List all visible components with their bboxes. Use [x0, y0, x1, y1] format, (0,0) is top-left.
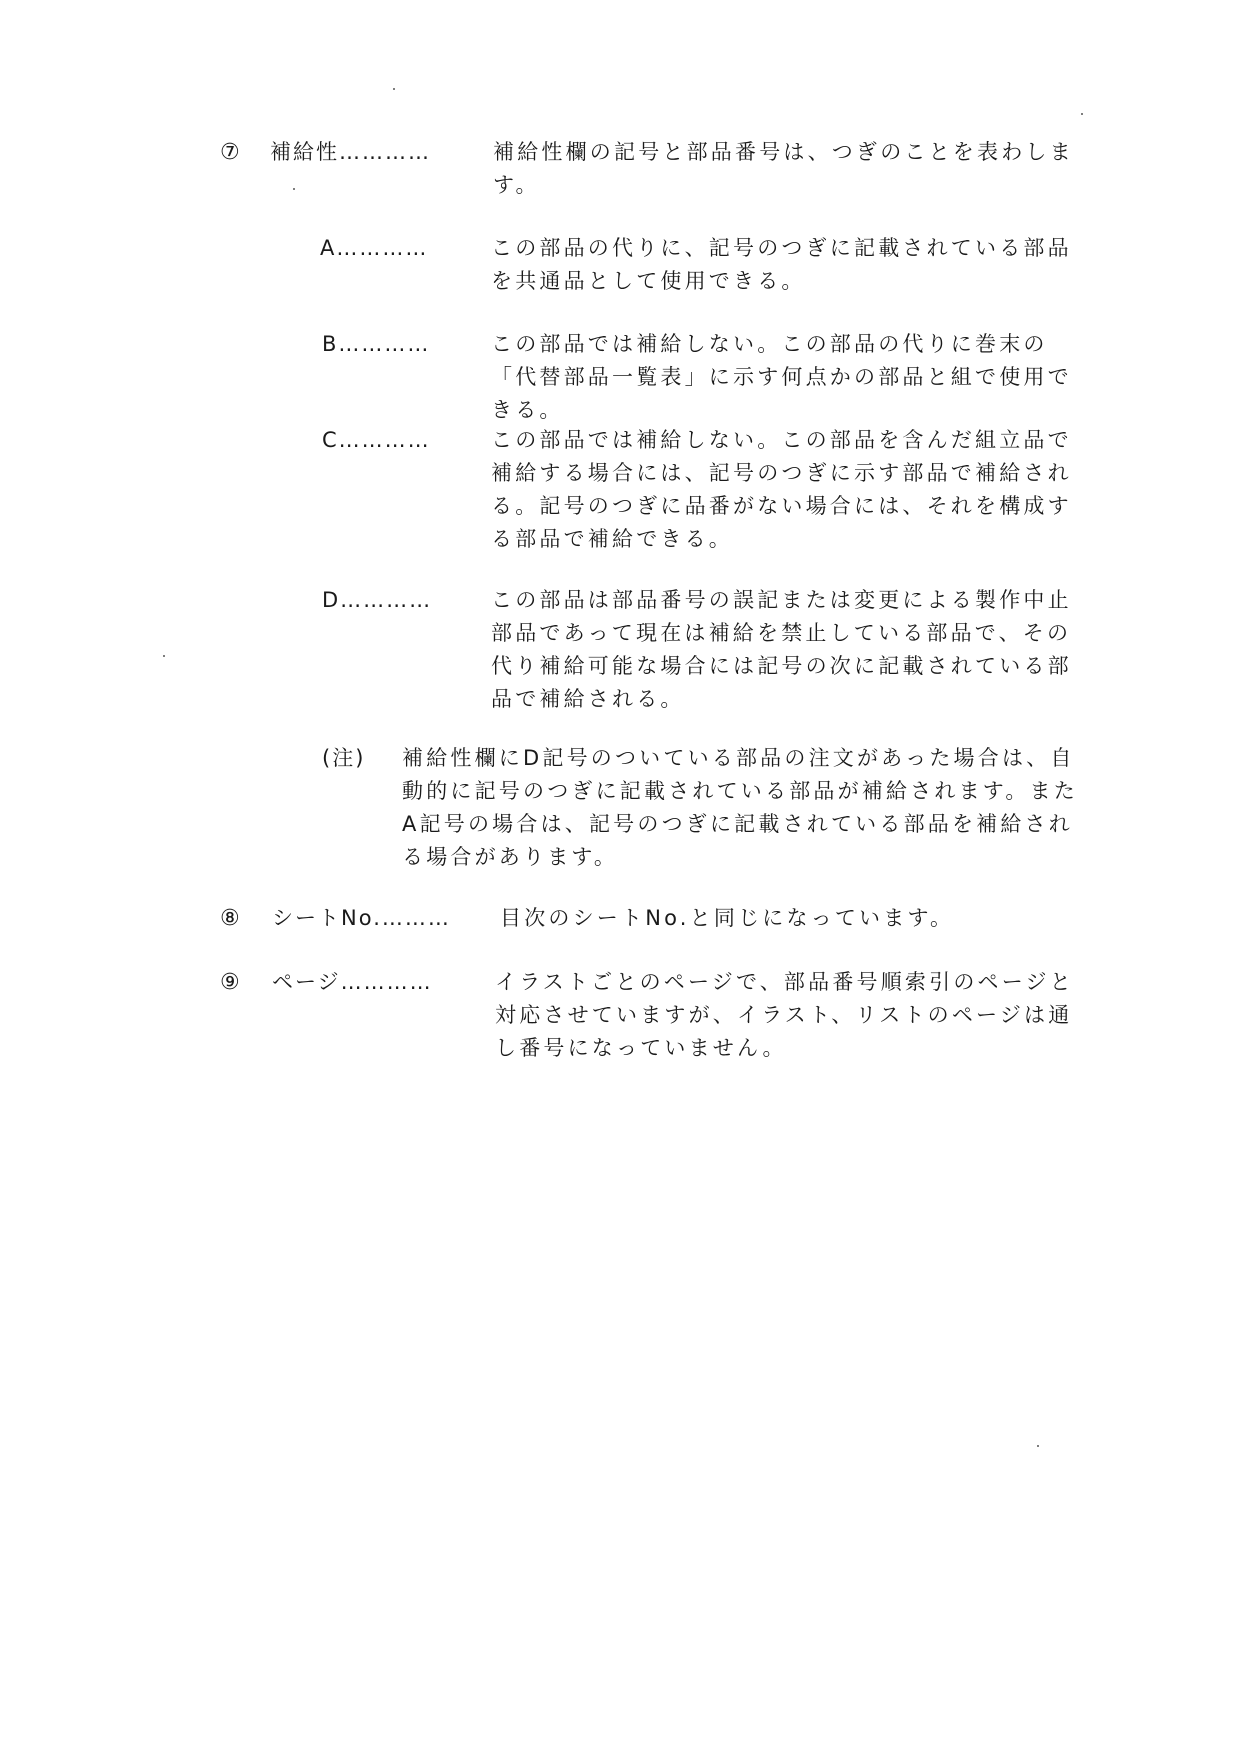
- item-9-number: ⑨: [220, 970, 240, 995]
- scan-speck: [1037, 1445, 1039, 1447]
- item-8-term: シートNo.………: [272, 906, 451, 930]
- item-8-text: 目次のシートNo.と同じになっています。: [500, 906, 955, 930]
- item-9-term: ページ…………: [272, 970, 433, 994]
- note-label: (注): [322, 746, 366, 770]
- item-7-number: ⑦: [220, 140, 240, 165]
- item-a-term: A…………: [320, 236, 429, 260]
- item-7-text: 補給性欄の記号と部品番号は、つぎのことを表わします。: [493, 140, 1074, 197]
- item-c-term: C…………: [322, 428, 431, 452]
- item-d-text: この部品は部品番号の誤記または変更による製作中止部品であって現在は補給を禁止している部品で、その代り補給可能な場合には記号の次に記載されている部品で補給される。: [491, 588, 1072, 711]
- note-text: 補給性欄にD記号のついている部品の注文があった場合は、自動的に記号のつぎに記載されている部品が補給されます。またA記号の場合は、記号のつぎに記載されている部品を補給される場合があります。: [402, 746, 1078, 869]
- item-d-term: D…………: [322, 588, 433, 612]
- scan-speck: [393, 88, 395, 90]
- item-c-text: この部品では補給しない。この部品を含んだ組立品で補給する場合には、記号のつぎに示す部品で補給される。記号のつぎに品番がない場合には、それを構成する部品で補給できる。: [491, 428, 1072, 551]
- item-7-term: 補給性…………: [270, 140, 431, 164]
- scan-speck: [1081, 113, 1083, 115]
- item-a-text: この部品の代りに、記号のつぎに記載されている部品を共通品として使用できる。: [491, 236, 1072, 293]
- item-8-number: ⑧: [220, 906, 240, 931]
- scan-speck: [293, 188, 295, 190]
- scan-speck: [163, 655, 165, 657]
- item-b-term: B…………: [322, 332, 431, 356]
- item-9-text: イラストごとのページで、部品番号順索引のページと対応させていますが、イラスト、リストのページは通し番号になっていません。: [495, 970, 1074, 1060]
- item-b-text: この部品では補給しない。この部品の代りに巻末の「代替部品一覧表」に示す何点かの部品と組で使用できる。: [491, 332, 1072, 422]
